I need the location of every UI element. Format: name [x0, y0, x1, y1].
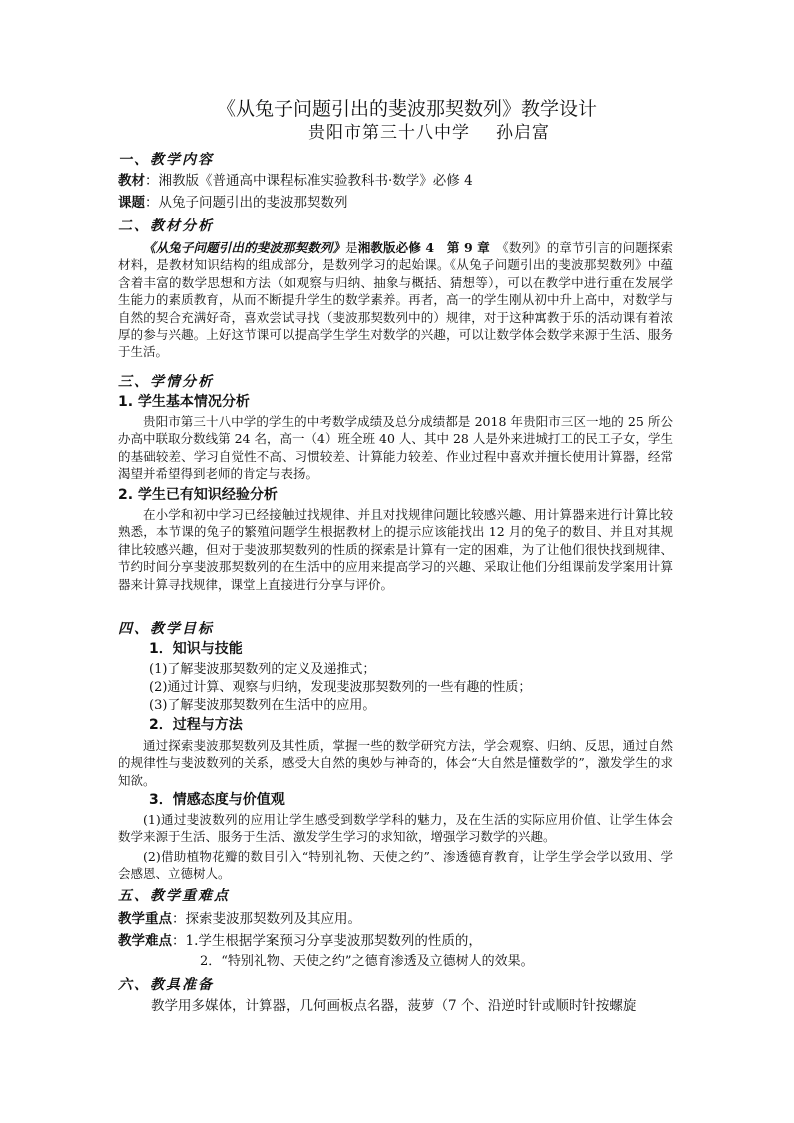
section-heading-6: 六、教具准备: [118, 977, 214, 993]
section-heading-1: 一、教学内容: [118, 152, 214, 168]
author-name: 孙启富: [496, 123, 550, 143]
key-point-value: ：探索斐波那契数列及其应用。: [172, 911, 361, 927]
subheading-4-1: 1．知识与技能: [149, 641, 243, 657]
key-point-label: 教学重点: [118, 911, 172, 927]
attitude-paragraph-2: (2)借助植物花瓣的数目引入“特别礼物、天使之约”、渗透德育教育，让学生学会学以致用、学会感恩、立德树人。: [118, 849, 673, 882]
subheading-4-2: 2．过程与方法: [149, 717, 243, 733]
textbook-value: ：湘教版《普通高中课程标准实验教科书·数学》必修 4: [145, 173, 473, 189]
school-name: 贵阳市第三十八中学: [308, 123, 470, 143]
student-knowledge-paragraph: 在小学和初中学习已经接触过找规律、并且对找规律问题比较感兴趣、用计算器来进行计算比较熟悉，本节课的兔子的繁殖问题学生根据教材上的提示应该能找出 12 月的兔子的数目、并且对其规律比较感兴趣，但对于斐波那契数列的性质的探索是计算有一定的困难，为了让他们很快找到规律、节约时间分享斐波那契数列的在生活中的应用来提高学习的兴趣、采取让他们分组课前发学案用计算器来计算寻找规律，课堂上直接进行分享与评价。: [118, 507, 673, 592]
subheading-4-3: 3．情感态度与价值观: [149, 792, 285, 808]
section-heading-2: 二、教材分析: [118, 218, 214, 234]
topic-value: ：从兔子问题引出的斐波那契数列: [145, 195, 348, 211]
subheading-3-1: 1. 学生基本情况分析: [118, 394, 250, 410]
teaching-aids-paragraph: 教学用多媒体，计算器，几何画板点名器，菠萝（7 个、沿逆时针或顺时针按螺旋: [151, 998, 637, 1014]
goal-item-2: (2)通过计算、观察与归纳，发现斐波那契数列的一些有趣的性质；: [149, 680, 532, 695]
difficulty-label: 教学难点: [118, 933, 172, 949]
process-method-paragraph: 通过探索斐波那契数列及其性质，掌握一些的数学研究方法，学会观察、归纳、反思，通过自然的规律性与斐波数列的关系，感受大自然的奥妙与神奇的，体会“大自然是懂数学的”，激发学生的求知欲。: [118, 738, 673, 788]
lead-bold: 湘教版必修 4 第 9 章: [357, 240, 490, 255]
difficulty-value-1: ：1.学生根据学案预习分享斐波那契数列的性质的，: [172, 933, 482, 949]
section-heading-4: 四、教学目标: [118, 621, 214, 637]
author-line: [308, 122, 550, 144]
goal-item-1: (1)了解斐波那契数列的定义及递推式；: [149, 662, 376, 677]
difficulty-line: [118, 933, 482, 949]
difficulty-item-2: 2．“特别礼物、天使之约”之德育渗透及立德树人的效果。: [200, 954, 534, 969]
lead-mid: 是: [345, 240, 358, 255]
lead-rest: 《数列》的章节引言的问题探索材料，是教材知识结构的组成部分，是数列学习的起始课。《从兔子问题引出的斐波那契数列》中蕴含着丰富的数学思想和方法（如观察与归纳、抽象与概括、猜想等），可以在教学中进行重在发展学生能力的素质教育，从而不断提升学生的数学素养。再者，高一的学生刚从初中升上高中，对数学与自然的契合充满好奇，喜欢尝试寻找（斐波那契数列中的）规律，对于这种寓教于乐的活动课有着浓厚的参与兴趣。上好这节课可以提高学生学生对数学的兴趣，可以让数学体会数学来源于生活、服务于生活。: [118, 240, 673, 360]
topic-line: [118, 195, 348, 211]
document-title: 《从兔子问题引出的斐波那契数列》教学设计: [217, 98, 598, 120]
section-heading-3: 三、学情分析: [118, 374, 214, 390]
textbook-line: [118, 173, 473, 189]
textbook-label: 教材: [118, 173, 145, 189]
key-point-line: [118, 911, 361, 927]
textbook-analysis-paragraph: [118, 239, 673, 361]
attitude-paragraph-1: (1)通过斐波数列的应用让学生感受到数学学科的魅力，及在生活的实际应用价值、让学生体会数学来源于生活、服务于生活、激发学生学习的求知欲，增强学习数学的兴趣。: [118, 812, 673, 845]
student-basic-paragraph: 贵阳市第三十八中学的学生的中考数学成绩及总分成绩都是 2018 年贵阳市三区一地的 25 所公办高中联取分数线第 24 名，高一（4）班全班 40 人、其中 28 人是外来进城打工的民工子女，学生的基础较差、学习自觉性不高、习惯较差、计算能力较差、作业过程中喜欢并擅长使用计算器，经常渴望并希望得到老师的肯定与表扬。: [118, 414, 673, 482]
topic-label: 课题: [118, 195, 145, 211]
goal-item-3: (3)了解斐波那契数列在生活中的应用。: [149, 698, 376, 713]
lead-title: 《从兔子问题引出的斐波那契数列》: [143, 240, 346, 255]
section-heading-5: 五、教学重难点: [118, 888, 230, 904]
subheading-3-2: 2. 学生已有知识经验分析: [118, 487, 278, 503]
